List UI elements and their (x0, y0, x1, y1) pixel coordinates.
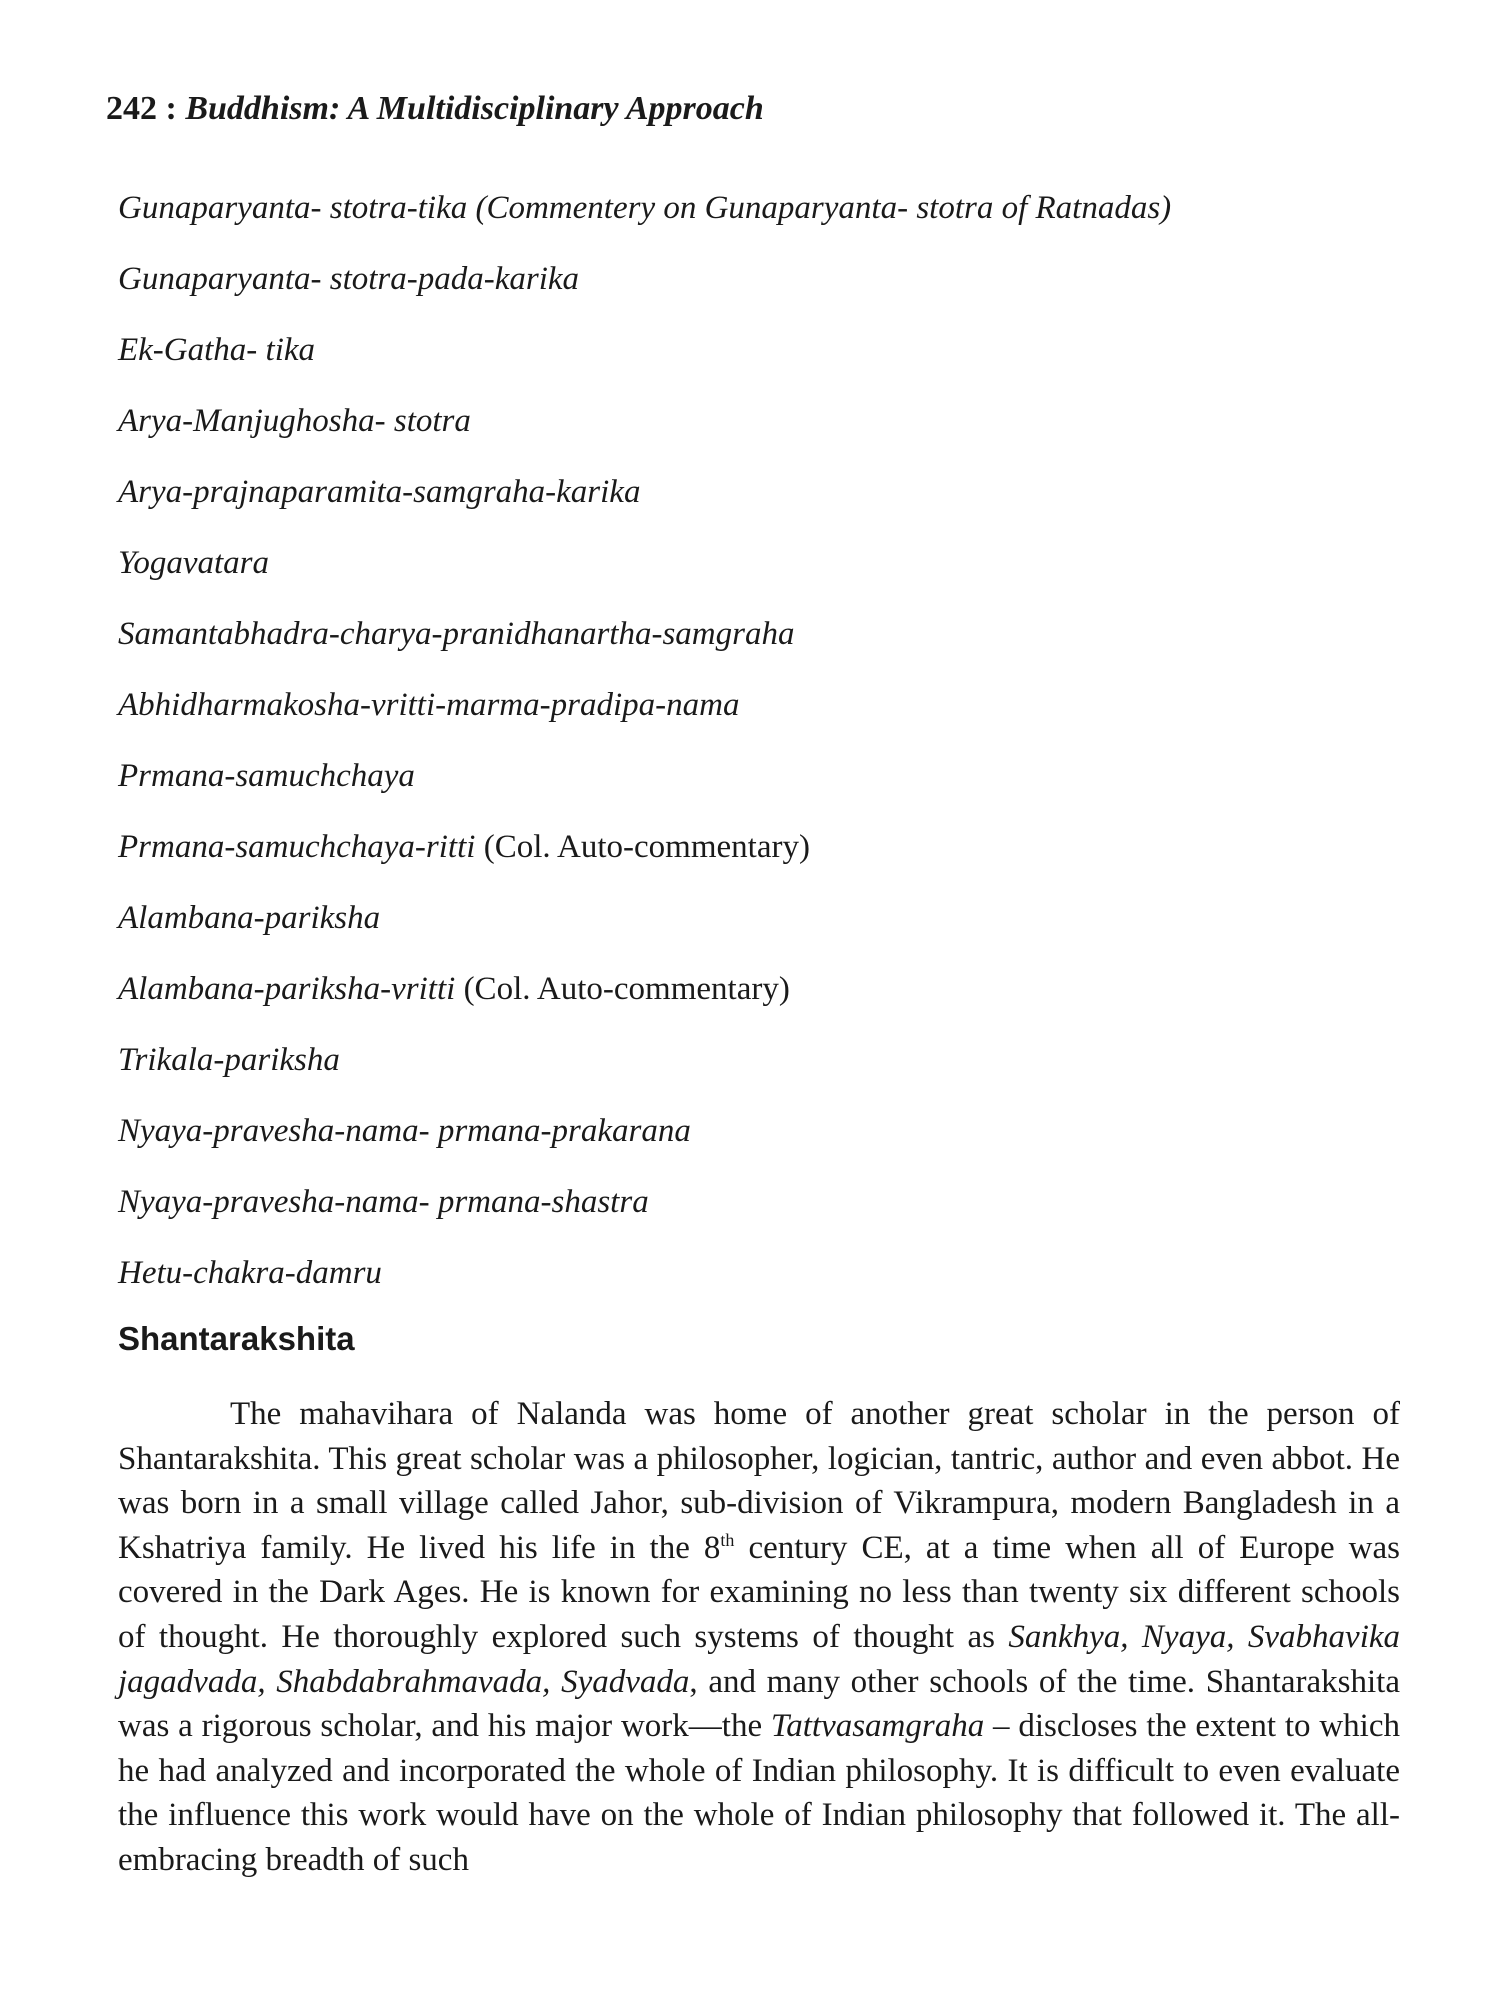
work-title: Arya-prajnaparamita-samgraha-karika (118, 474, 641, 510)
list-item (118, 614, 1171, 685)
work-title: Prmana-samuchchaya (118, 758, 415, 794)
paragraph-text-2: century CE, at a time when all of Europe was covered in the Dark Ages. He is known for examining no less than twenty six different schools of thought. He thoroughly explored such systems of thought as (118, 1529, 1400, 1655)
work-note: (Col. Auto-commentary) (475, 829, 810, 865)
book-title: Buddhism: A Multidisciplinary Approach (185, 90, 764, 127)
list-item (118, 1182, 1171, 1253)
paragraph-text-3: , and many other schools of the time. Shantarakshita was a rigorous scholar, and his major work—the (118, 1663, 1400, 1745)
separator: , (542, 1663, 562, 1700)
body-paragraph (118, 1392, 1400, 1883)
separator: , (1120, 1618, 1142, 1655)
list-item (118, 472, 1171, 543)
list-item (118, 1111, 1171, 1182)
list-item (118, 1253, 1171, 1324)
list-item (118, 330, 1171, 401)
work-title: Ek-Gatha- tika (118, 332, 316, 368)
work-note: (Col. Auto-commentary) (455, 971, 790, 1007)
paragraph-text-4: – discloses the extent to which he had analyzed and incorporated the whole of Indian philosophy. It is difficult to even evaluate the influence this work would have on the whole of Indian philosophy that followed it. The all-embracing breadth of such (118, 1708, 1400, 1878)
section-heading: Shantarakshita (118, 1320, 355, 1357)
list-item (118, 188, 1171, 259)
list-item (118, 898, 1171, 969)
work-title: Nyaya-pravesha-nama- prmana-prakarana (118, 1113, 691, 1149)
work-title: Samantabhadra-charya-pranidhanartha-samgraha (118, 616, 795, 652)
work-tattvasamgraha: Tattvasamgraha (770, 1708, 985, 1745)
work-title: Abhidharmakosha-vritti-marma-pradipa-nama (118, 687, 740, 723)
school-shabdabrahmavada: Shabdabrahmavada (276, 1663, 543, 1700)
list-item (118, 969, 1171, 1040)
list-item (118, 1040, 1171, 1111)
list-item (118, 685, 1171, 756)
separator: , (1226, 1618, 1248, 1655)
work-title: Trikala-pariksha (118, 1042, 340, 1078)
paragraph-text-1: The mahavihara of Nalanda was home of another great scholar in the person of Shantarakshita. This great scholar was a philosopher, logician, tantric, author and even abbot. He was born in a small village called Jahor, sub-division of Vikrampura, modern Bangladesh in a Kshatriya family. He lived his life in the 8 (118, 1396, 1400, 1566)
work-title: Alambana-pariksha-vritti (118, 971, 456, 1007)
running-head (106, 90, 764, 128)
page-number: 242 : (106, 90, 177, 127)
school-syadvada: Syadvada (561, 1663, 690, 1700)
work-title: Alambana-pariksha (118, 900, 381, 936)
list-item (118, 827, 1171, 898)
list-item (118, 756, 1171, 827)
work-title: Hetu-chakra-damru (118, 1255, 382, 1291)
work-title: Prmana-samuchchaya-ritti (118, 829, 476, 865)
list-item (118, 543, 1171, 614)
school-sankhya: Sankhya (1008, 1618, 1121, 1655)
works-list (118, 188, 1171, 1324)
list-item (118, 401, 1171, 472)
list-item (118, 259, 1171, 330)
work-title: Yogavatara (118, 545, 269, 581)
work-title: Nyaya-pravesha-nama- prmana-shastra (118, 1184, 649, 1220)
separator: , (257, 1663, 277, 1700)
ordinal-suffix: th (720, 1529, 735, 1550)
school-svabhavika: Svabhavika jagadvada (118, 1618, 1401, 1700)
work-title: Gunaparyanta- stotra-pada-karika (118, 261, 580, 297)
work-title: Gunaparyanta- stotra-tika (Commentery on Gunaparyanta- stotra of Ratnadas) (118, 190, 1172, 226)
work-title: Arya-Manjughosha- stotra (118, 403, 471, 439)
school-nyaya: Nyaya (1141, 1618, 1227, 1655)
